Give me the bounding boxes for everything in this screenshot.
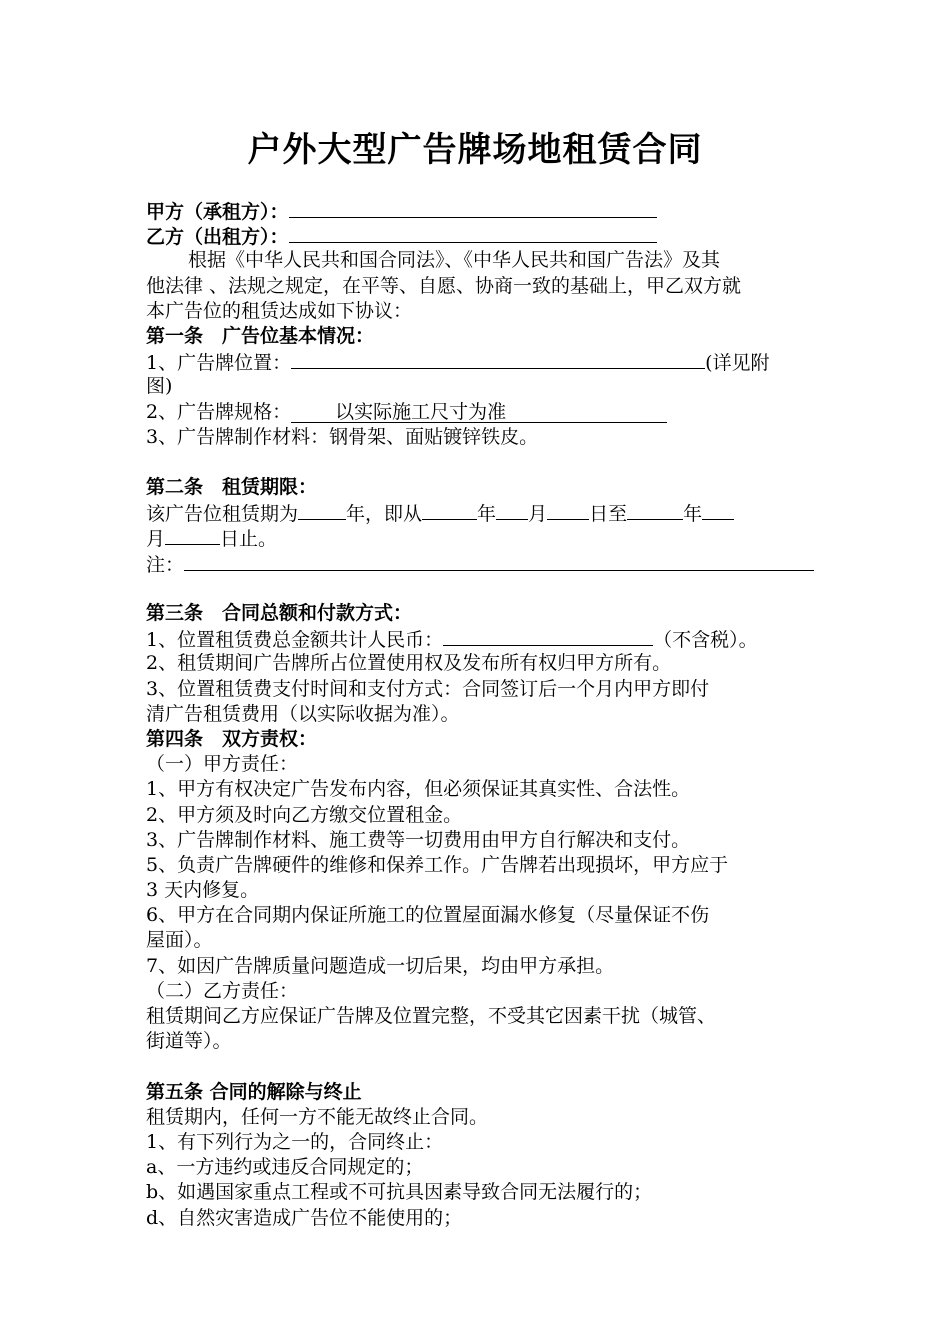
party-b-label: 乙方（出租方）： <box>146 226 289 249</box>
term-line-cont: 月 日止。 <box>146 525 810 550</box>
location-line-cont: 图) <box>146 375 173 398</box>
duty-item: 1、甲方有权决定广告发布内容，但必须保证其真实性、合法性。 <box>146 778 691 801</box>
party-a-label: 甲方（承租方）： <box>146 201 289 223</box>
spec-value[interactable]: 以实际施工尺寸为准 <box>291 403 667 423</box>
start-month-blank[interactable] <box>496 500 528 520</box>
duty-item: 6、甲方在合同期内保证所施工的位置屋面漏水修复（尽量保证不伤 <box>146 904 710 927</box>
end-day-blank[interactable] <box>165 525 220 545</box>
termination-item: 租赁期内，任何一方不能无故终止合同。 <box>146 1105 489 1128</box>
payment-line: 3、位置租赁费支付时间和支付方式：合同签订后一个月内甲方即付 <box>146 677 710 700</box>
duty-item: 5、负责广告牌硬件的维修和保养工作。广告牌若出现损坏，甲方应于 <box>146 853 729 876</box>
document-title: 户外大型广告牌场地租赁合同 <box>247 130 703 170</box>
start-day-blank[interactable] <box>547 500 589 520</box>
amount-blank[interactable] <box>443 626 653 646</box>
termination-item: 1、有下列行为之一的，合同终止： <box>146 1130 444 1153</box>
article-3-heading: 第三条 合同总额和付款方式： <box>146 602 413 624</box>
payment-total-line: 1、位置租赁费总金额共计人民币： （不含税）。 <box>146 626 810 651</box>
party-a-blank[interactable] <box>289 198 657 218</box>
intro-line: 本广告位的租赁达成如下协议： <box>146 299 413 322</box>
duty-item: 2、甲方须及时向乙方缴交位置租金。 <box>146 803 463 826</box>
termination-item: a、一方违约或违反合同规定的； <box>146 1156 424 1179</box>
end-month-blank[interactable] <box>702 500 734 520</box>
duty-item: 租赁期间乙方应保证广告牌及位置完整，不受其它因素干扰（城管、 <box>146 1005 717 1027</box>
term-line: 该广告位租赁期为 年，即从 年 月 日至 年 <box>146 500 810 525</box>
duty-item: 屋面）。 <box>146 929 213 952</box>
termination-item: d、自然灾害造成广告位不能使用的； <box>146 1206 463 1229</box>
start-year-blank[interactable] <box>422 500 477 520</box>
location-blank[interactable] <box>291 349 705 369</box>
payment-line: 2、租赁期间广告牌所占位置使用权及发布所有权归甲方所有。 <box>146 652 672 675</box>
intro-line: 根据《中华人民共和国合同法》、《中华人民共和国广告法》及其 <box>188 249 721 272</box>
note-blank[interactable] <box>184 551 814 571</box>
party-b-blank[interactable] <box>289 223 657 243</box>
intro-line: 他法律 、法规之规定，在平等、自愿、协商一致的基础上，甲乙双方就 <box>146 274 742 297</box>
material-line: 3、广告牌制作材料：钢骨架、面贴镀锌铁皮。 <box>146 425 539 448</box>
note-line: 注： <box>146 551 810 576</box>
article-5-heading: 第五条 合同的解除与终止 <box>146 1080 362 1103</box>
termination-item: b、如遇国家重点工程或不可抗具因素导致合同无法履行的； <box>146 1181 653 1204</box>
duty-item: 7、如因广告牌质量问题造成一切后果，均由甲方承担。 <box>146 954 615 977</box>
location-line: 1、广告牌位置： (详见附 <box>146 349 810 374</box>
article-1-heading: 第一条 广告位基本情况： <box>146 324 375 347</box>
article-4-heading: 第四条 双方责权： <box>146 727 318 750</box>
party-a-duties-title: （一）甲方责任： <box>146 753 299 776</box>
article-2-heading: 第二条 租赁期限： <box>146 476 318 499</box>
duty-item: 街道等）。 <box>146 1030 232 1053</box>
spec-line: 2、广告牌规格： 以实际施工尺寸为准 <box>146 400 810 425</box>
party-b-duties-title: （二）乙方责任： <box>146 979 299 1002</box>
party-b-line <box>146 223 810 248</box>
payment-line: 清广告租赁费用（以实际收据为准）。 <box>146 702 460 725</box>
term-years-blank[interactable] <box>298 500 346 520</box>
party-a-line <box>146 198 810 223</box>
contract-body <box>146 198 810 1231</box>
end-year-blank[interactable] <box>627 500 683 520</box>
duty-item: 3、广告牌制作材料、施工费等一切费用由甲方自行解决和支付。 <box>146 828 691 851</box>
duty-item: 3 天内修复。 <box>146 879 260 902</box>
